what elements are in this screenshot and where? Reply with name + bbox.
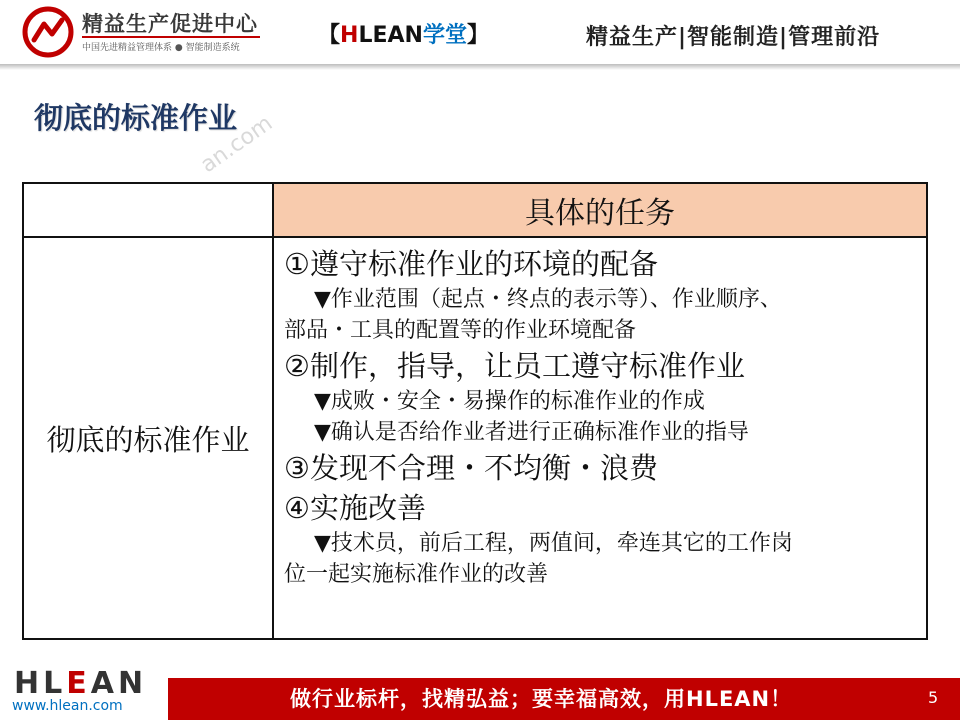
- brand-bracket-open: 【: [318, 23, 341, 48]
- brand-lean: LEAN: [358, 23, 423, 48]
- table-row-label: 彻底的标准作业: [24, 238, 274, 638]
- page-title: 彻底的标准作业: [34, 101, 238, 135]
- slide-header: [0, 0, 960, 72]
- task-detail: ▼成败・安全・易操作的标准作业的作成: [314, 389, 705, 414]
- footer-logo: [14, 666, 147, 701]
- footer-logo-h: H: [14, 666, 44, 701]
- footer-url: www.hlean.com: [12, 698, 123, 714]
- task-heading: ④实施改善: [284, 491, 426, 525]
- footer-slogan: 做行业标杆，找精弘益；要幸福高效，用HLEAN！: [290, 687, 793, 711]
- task-heading: ②制作，指导，让员工遵守标准作业: [284, 349, 745, 383]
- task-heading: ③发现不合理・不均衡・浪费: [284, 451, 658, 485]
- header-divider: [0, 64, 960, 70]
- task-detail: ▼作业范围（起点・终点的表示等）、作业顺序、: [314, 287, 782, 312]
- brand-school: 学堂: [422, 23, 467, 48]
- brand-bracket-close: 】: [466, 23, 489, 48]
- task-table: [22, 182, 928, 640]
- task-heading: ①遵守标准作业的环境的配备: [284, 247, 658, 281]
- table-header-cell: 具体的任务: [274, 184, 926, 238]
- task-list: [274, 238, 926, 638]
- task-detail: 位一起实施标准作业的改善: [284, 562, 549, 587]
- footer-logo-an: AN: [90, 666, 148, 701]
- task-detail: ▼技术员，前后工程，两值间，牵连其它的工作岗: [314, 531, 793, 556]
- org-name: 精益生产促进中心: [82, 12, 258, 36]
- footer-logo-e: E: [66, 666, 91, 701]
- task-detail: ▼确认是否给作业者进行正确标准作业的指导: [314, 420, 749, 445]
- watermark-text: an.com: [196, 110, 278, 179]
- table-corner-cell: [24, 184, 274, 238]
- org-logo-icon: [22, 6, 74, 58]
- footer-logo-l: L: [43, 666, 67, 701]
- task-detail: 部品・工具的配置等的作业环境配备: [284, 318, 637, 343]
- org-subtitle: 中国先进精益管理体系 ● 智能制造系统: [82, 43, 240, 53]
- page-number: 5: [928, 688, 939, 707]
- brand-h: H: [340, 23, 359, 48]
- org-name-underline: [82, 36, 260, 38]
- header-tagline: 精益生产|智能制造|管理前沿: [586, 25, 881, 50]
- brand-label: [318, 18, 489, 49]
